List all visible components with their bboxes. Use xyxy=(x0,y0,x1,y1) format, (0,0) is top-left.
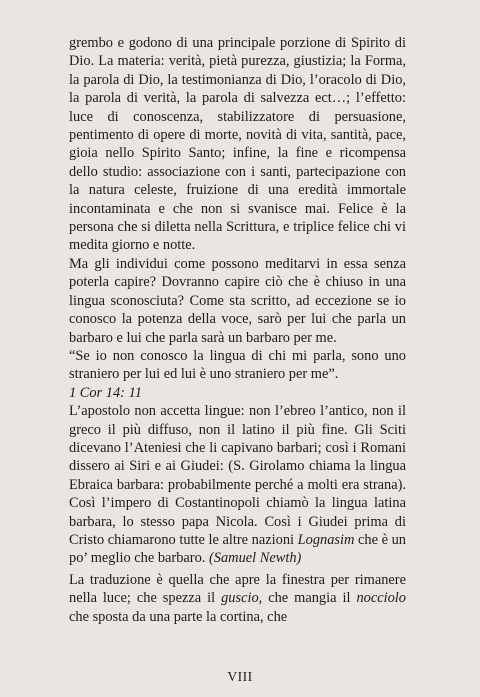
text-segment: “Se io non conosco la lingua di chi mi parla, sono uno straniero per lui ed lui è uno straniero per me”. xyxy=(69,347,406,383)
text-segment: L’apostolo non accetta lingue: non l’ebreo l’antico, non il greco il più diffuso, non il latino il più fine. Gli Sciti dicevano l’Ateniesi che li capivano barbari; così i Romani dissero ai Siri e ai Giudei: (S. Girolamo chiama la lingua Ebraica barbara: probabilmente perché a molti era strana). Così l’impero di Costantinopoli chiamò la lingua latina barbara, lo stesso papa Nicola. Così i Giudei prima di Cristo chiamarono tutte le altre nazioni xyxy=(69,403,406,548)
text-segment: che sposta da una parte la cortina, che xyxy=(69,608,288,625)
paragraph xyxy=(69,571,406,626)
scripture-reference xyxy=(69,384,406,402)
page-number: VIII xyxy=(227,669,253,684)
text-segment: che è un po’ meglio che barbaro. xyxy=(69,531,406,567)
paragraph xyxy=(69,34,406,255)
paragraph xyxy=(69,255,406,347)
text-segment: grembo e godono di una principale porzione di Spirito di Dio. La materia: verità, pietà purezza, giustizia; la Forma, la parola di Dio, la testimonianza di Dio, l’oracolo di Dio, la parola di verità, la parola di salvezza ect…; l’effetto: luce di conoscenza, stabilizzatore di persuasione, pentimento di opere di morte, novità di vita, santità, pace, gioia nello Spirito Santo; infine, la fine e ricompensa dello studio: associazione con i santi, partecipazione con la natura celeste, fruizione di una eredità immortale incontaminata e che non si svanisce mai. Felice è la persona che si diletta nella Scrittura, e triplice felice chi vi medita giorno e notte. xyxy=(69,35,406,254)
italic-text-segment: nocciolo xyxy=(356,590,407,607)
italic-text-segment: Lognasim xyxy=(297,531,355,548)
italic-text-segment: (Samuel Newth) xyxy=(209,550,302,567)
text-segment: Ma gli individui come possono meditarvi in essa senza poterla capire? Dovranno capire ciò che è chiuso in una lingua sconosciuta? Come sta scritto, ad eccezione se io conosco la potenza della voce, sarò per lui che parla un barbaro e lui che parla sarà un barbaro per me. xyxy=(69,255,406,346)
text-segment: , che mangia il xyxy=(258,590,357,607)
text-segment: La traduzione è quella che apre la finestra per rimanere nella luce; che spezza il xyxy=(69,571,406,607)
body-text xyxy=(69,34,406,626)
italic-text-segment: guscio xyxy=(221,590,259,607)
paragraph xyxy=(69,402,406,568)
italic-text-segment: 1 Cor 14: 11 xyxy=(69,384,142,401)
paragraph xyxy=(69,347,406,384)
